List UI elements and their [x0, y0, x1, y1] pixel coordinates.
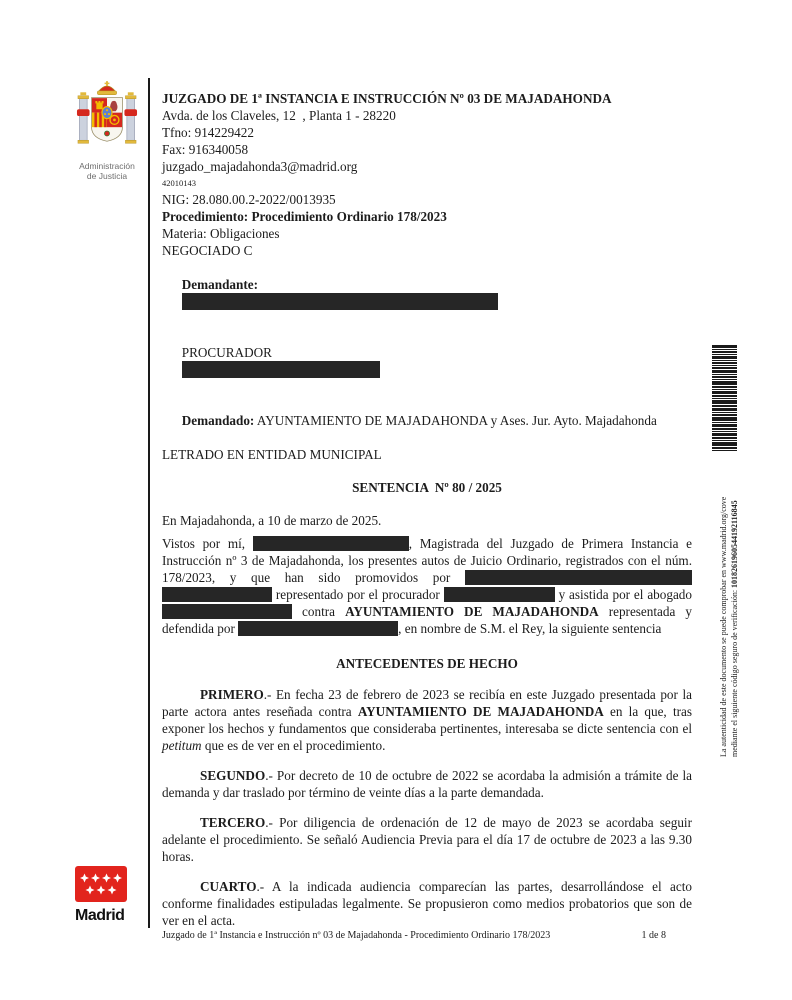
- footer-case-reference: Juzgado de 1ª Instancia e Instrucción nº 03 de Majadahonda - Procedimiento Ordinario 178/2023: [162, 930, 551, 941]
- defendant-value: AYUNTAMIENTO DE MAJADAHONDA y Ases. Jur. Ayto. Majadahonda: [254, 413, 657, 428]
- case-nig: NIG: 28.080.00.2-2022/0013935: [162, 192, 336, 207]
- paragraph-label: SEGUNDO: [200, 768, 266, 783]
- redaction-box: [444, 587, 555, 602]
- redaction-box: [182, 293, 498, 310]
- madrid-community-flag-icon: [75, 889, 127, 906]
- redaction-box: [162, 604, 292, 619]
- paragraph-label: TERCERO: [200, 815, 266, 830]
- madrid-logo: [75, 866, 131, 925]
- administracion-justicia-caption: Administración de Justicia: [79, 161, 135, 181]
- paragraph-text: en la que, tras exponer los hechos y fundamentos que consideraba pertinentes, interesaba se dicte sentencia con el: [162, 704, 692, 736]
- antecedentes-title: ANTECEDENTES DE HECHO: [336, 656, 518, 671]
- case-section: NEGOCIADO C: [162, 243, 253, 258]
- document-body: [162, 90, 692, 942]
- verification-line-2: [730, 453, 741, 757]
- redaction-box: [253, 536, 409, 551]
- footer-page-number: 1 de 8: [641, 930, 666, 941]
- defendant-name-bold: AYUNTAMIENTO DE MAJADAHONDA: [345, 604, 599, 619]
- court-title: JUZGADO DE 1ª INSTANCIA E INSTRUCCIÓN Nº 03 DE MAJADAHONDA: [162, 91, 612, 106]
- defendant-name-bold: AYUNTAMIENTO DE MAJADAHONDA: [357, 704, 604, 719]
- court-email: juzgado_majadahonda3@madrid.org: [162, 159, 358, 174]
- redaction-box: [238, 621, 398, 636]
- redaction-box: [465, 570, 692, 585]
- verification-sidebar: [719, 453, 740, 757]
- paragraph-label: CUARTO: [200, 879, 257, 894]
- letterhead-divider-line: [148, 78, 150, 928]
- case-subject: Materia: Obligaciones: [162, 226, 280, 241]
- paragraph-cuarto: [162, 878, 692, 929]
- procurador-label: PROCURADOR: [181, 345, 272, 360]
- intro-text: , Magistrada del Juzgado de Primera Instancia e Instrucción nº 3 de Majadahonda, los presentes autos de Juicio Ordinario, registrados con el núm. 178/2023, y que han sido promovidos por: [162, 536, 693, 585]
- paragraph-text: .- En fecha 23 de febrero de 2023 se recibía en este Juzgado presentada por la parte actora antes reseñada contra: [162, 687, 692, 719]
- paragraph-label: PRIMERO: [200, 687, 264, 702]
- case-letrado: LETRADO EN ENTIDAD MUNICIPAL: [162, 447, 382, 462]
- verification-text: mediante el siguiente código seguro de verificación:: [729, 587, 739, 757]
- intro-text: representado por el procurador: [272, 587, 444, 602]
- madrid-wordmark: Madrid: [75, 907, 125, 924]
- case-procedure: Procedimiento: Procedimiento Ordinario 178/2023: [162, 209, 447, 224]
- defendant-label: Demandado:: [181, 413, 255, 428]
- intro-text: y asistida por el abogado: [554, 587, 692, 602]
- office-code: 42010143: [162, 178, 196, 188]
- vertical-barcode-icon: [712, 345, 737, 457]
- redaction-box: [182, 361, 380, 378]
- court-fax: Fax: 916340058: [162, 142, 249, 157]
- court-address: Avda. de los Claveles, 12 , Planta 1 - 28220: [162, 108, 396, 123]
- intro-text: representada y defendida por: [162, 604, 692, 636]
- paragraph-tercero: [162, 814, 692, 865]
- place-date-line: En Majadahonda, a 10 de marzo de 2025.: [162, 513, 382, 528]
- plaintiff-label: Demandante:: [181, 277, 258, 292]
- intro-text: , en nombre de S.M. el Rey, la siguiente sentencia: [398, 621, 662, 636]
- court-phone: Tfno: 914229422: [162, 125, 254, 140]
- paragraph-text: .- Por diligencia de ordenación de 12 de mayo de 2023 se acordaba seguir adelante el procedimiento. Se señaló Audiencia Previa para el día 17 de octubre de 2023 a las 9.30 horas.: [162, 815, 692, 864]
- redaction-box: [162, 587, 272, 602]
- case-plaintiff-row: [162, 259, 692, 327]
- spain-coat-of-arms-icon: [76, 141, 138, 158]
- letterhead-left-column: [72, 80, 142, 181]
- intro-paragraph: [162, 535, 692, 637]
- verification-line-1: La autenticidad de este documento se puede comprobar en www.madrid.org/cove: [719, 496, 728, 757]
- paragraph-segundo: [162, 767, 692, 801]
- case-procurador-row: [162, 327, 692, 395]
- paragraph-text: .- A la indicada audiencia comparecían las partes, desarrollándose el acto conforme finalidades estipuladas legalmente. Se propusieron como medios probatorios que son de ver en el acta.: [162, 879, 692, 928]
- paragraph-primero: [162, 686, 692, 754]
- page-footer: [162, 929, 692, 942]
- paragraph-text: que es de ver en el procedimiento.: [201, 738, 386, 753]
- paragraph-text: .- Por decreto de 10 de octubre de 2022 se acordaba la admisión a trámite de la demanda y dar traslado por término de veinte días a la parte demandada.: [162, 768, 692, 800]
- intro-text: Vistos por mí,: [162, 536, 253, 551]
- judgment-title: SENTENCIA Nº 80 / 2025: [352, 480, 502, 495]
- case-defendant-row: [162, 395, 692, 446]
- latin-term: petitum: [162, 738, 202, 753]
- verification-code: 1018261960544192116845: [729, 500, 739, 588]
- intro-text: contra: [292, 604, 346, 619]
